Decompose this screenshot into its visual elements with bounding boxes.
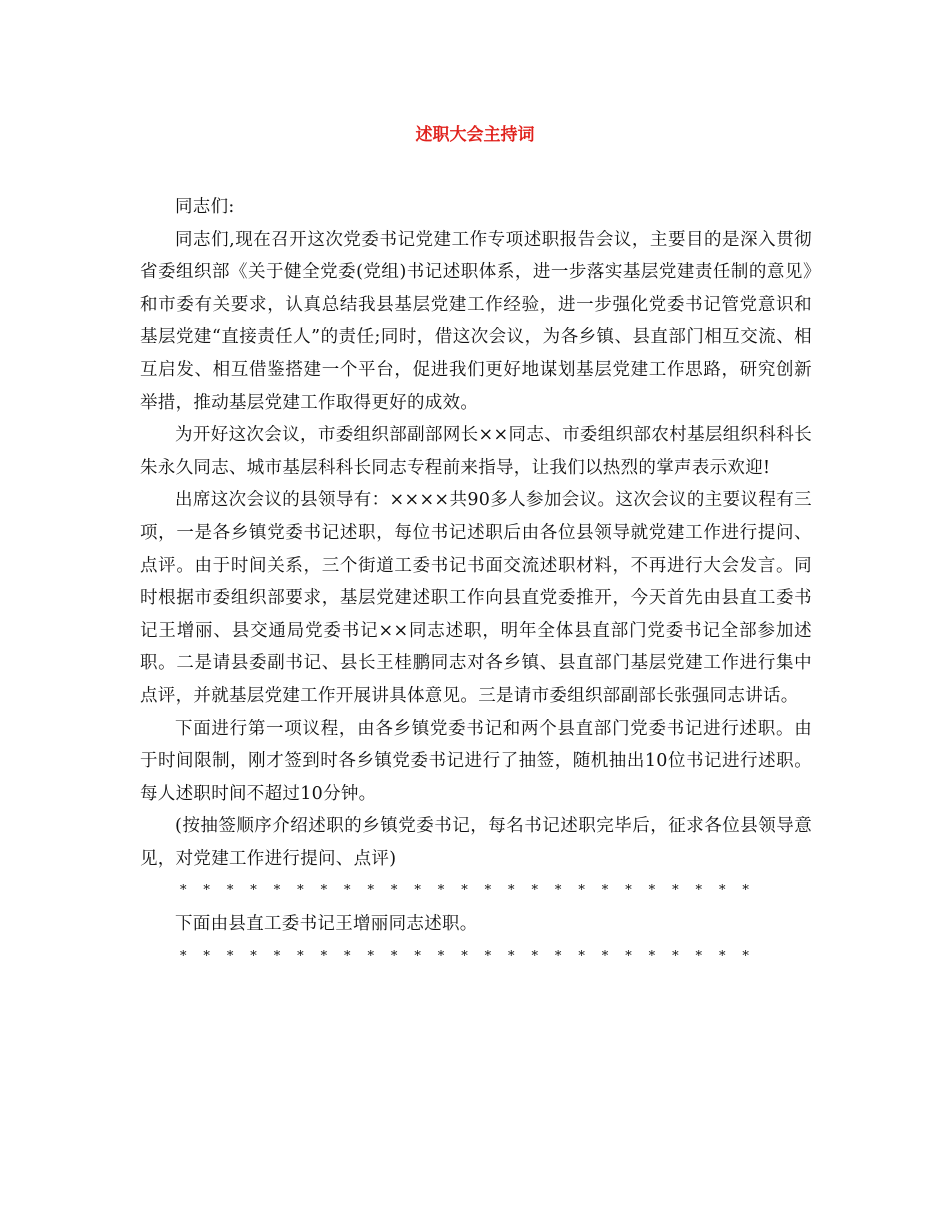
paragraph-next-speaker: 下面由县直工委书记王增丽同志述职。 <box>175 914 478 935</box>
paragraph-agenda: 出席这次会议的县领导有：××××共90多人参加会议。这次会议的主要议程有三项，一是各乡镇党委书记述职，每位书记述职后由各位县领导就党建工作进行提问、点评。由于时间关系，三个街道工委书记书面交流述职材料，不再进行大会发言。同时根据市委组织部要求，基层党建述职工作向县直党委推开，今天首先由县直工委书记王增丽、县交通局党委书记××同志述职，明年全体县直部门党委书记全部参加述职。二是请县委副书记、县长王桂鹏同志对各乡镇、县直部门基层党建工作进行集中点评，并就基层党建工作开展讲具体意见。三是请市委组织部副部长张强同志讲话。 <box>140 490 812 706</box>
paragraph-welcome: 为开好这次会议，市委组织部副部网长××同志、市委组织部农村基层组织科科长朱永久同志、城市基层科科长同志专程前来指导，让我们以热烈的掌声表示欢迎! <box>140 425 812 478</box>
document-title: 述职大会主持词 <box>415 125 535 145</box>
separator-stars-1: * * * * * * * * * * * * * * * * * * * * * * * * * <box>180 883 756 899</box>
document-body <box>140 191 812 973</box>
paragraph-first-item: 下面进行第一项议程，由各乡镇党委书记和两个县直部门党委书记进行述职。由于时间限制，刚才签到时各乡镇党委书记进行了抽签，随机抽出10位书记进行述职。每人述职时间不超过10分钟。 <box>140 718 812 804</box>
paragraph-instructions: (按抽签顺序介绍述职的乡镇党委书记，每名书记述职完毕后，征求各位县领导意见，对党建工作进行提问、点评) <box>140 816 812 869</box>
separator-stars-2: * * * * * * * * * * * * * * * * * * * * * * * * * <box>180 948 756 964</box>
greeting-paragraph: 同志们: <box>175 197 235 217</box>
paragraph-purpose: 同志们,现在召开这次党委书记党建工作专项述职报告会议，主要目的是深入贯彻省委组织部《关于健全党委(党组)书记述职体系，进一步落实基层党建责任制的意见》和市委有关要求，认真总结我县基层党建工作经验，进一步强化党委书记管党意识和基层党建“直接责任人”的责任;同时，借这次会议，为各乡镇、县直部门相互交流、相互启发、相互借鉴搭建一个平台，促进我们更好地谋划基层党建工作思路，研究创新举措，推动基层党建工作取得更好的成效。 <box>140 229 812 413</box>
